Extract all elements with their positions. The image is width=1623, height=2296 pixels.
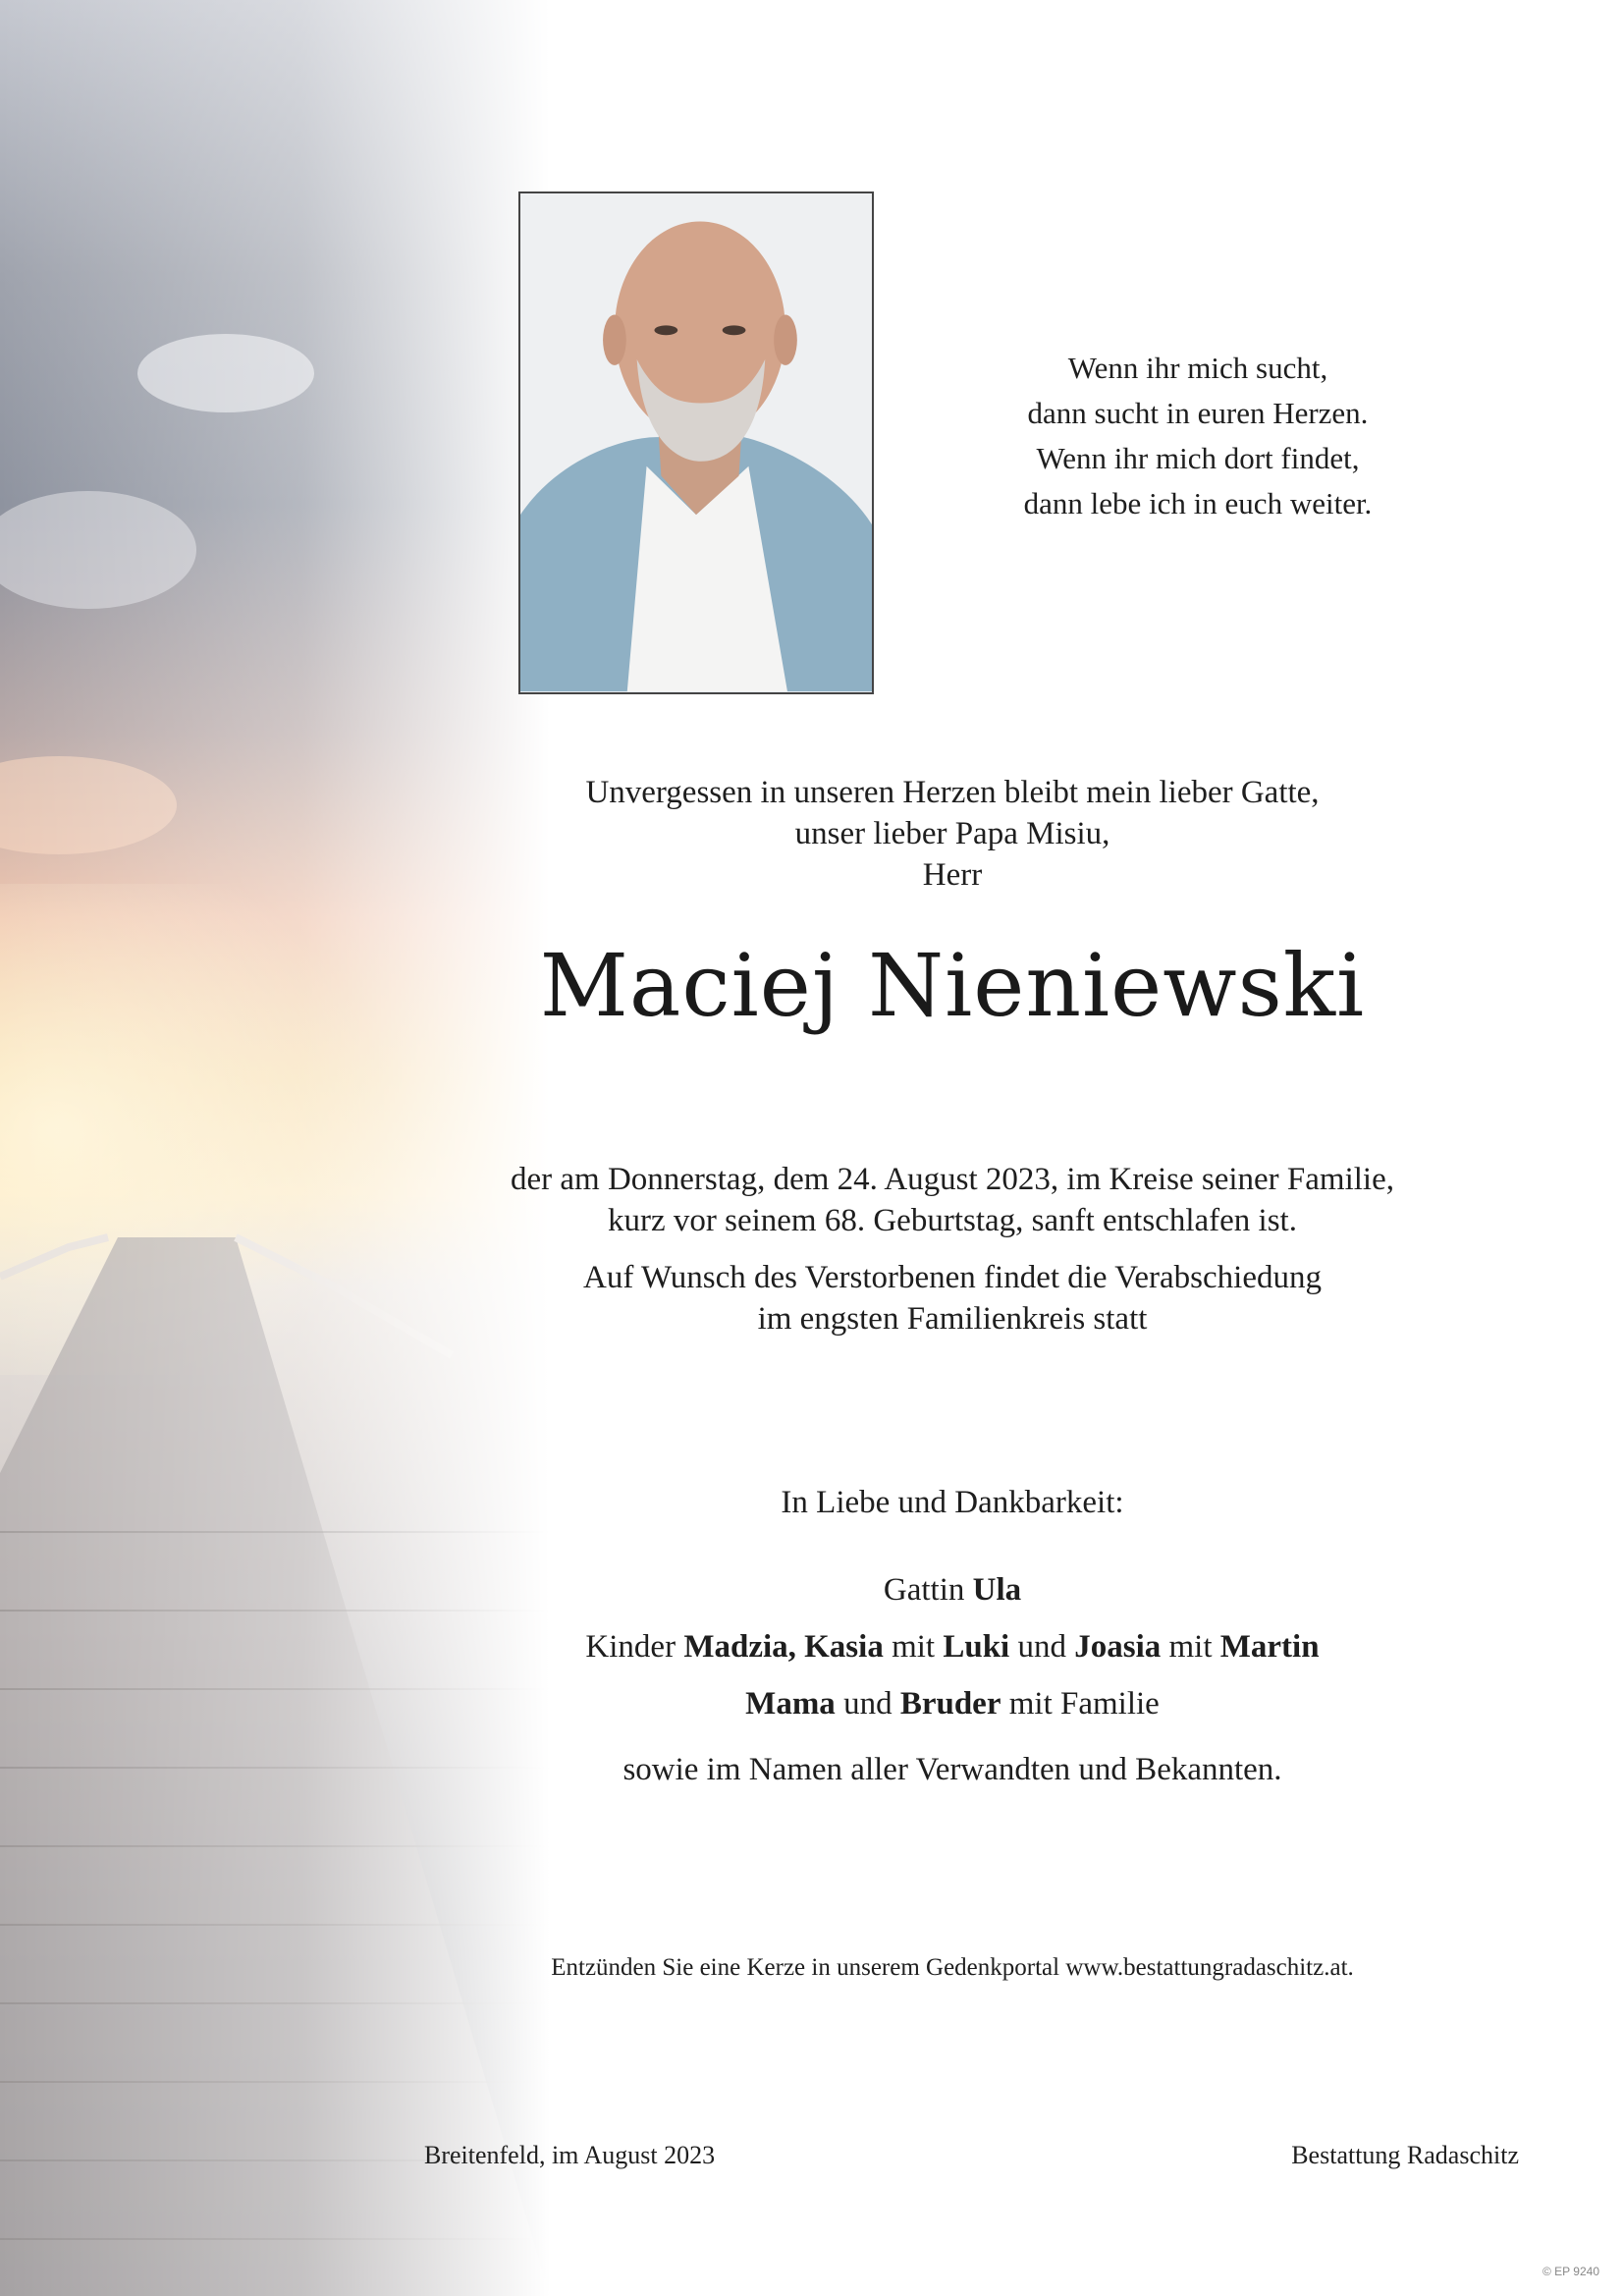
deceased-name: Maciej Nieniewski [539,935,1366,1036]
print-code: © EP 9240 [1542,2265,1599,2278]
intro-text [412,772,1492,896]
child-name: Madzia [683,1629,788,1665]
portrait-illustration [520,193,872,692]
death-notice-line: kurz vor seinem 68. Geburtstag, sanft entschlafen ist. [608,1203,1297,1238]
wife-label: Gattin [883,1572,965,1608]
child-separator: , [787,1629,796,1665]
with-word: mit [1168,1629,1213,1665]
farewell-wish-line: im engsten Familienkreis statt [757,1301,1148,1337]
intro-line: Unvergessen in unseren Herzen bleibt mein lieber Gatte, [585,775,1320,810]
portrait-photo [518,191,874,694]
family-parents-line [412,1675,1492,1732]
poem-line: dann lebe ich in euch weiter. [1023,486,1373,520]
death-notice [412,1159,1492,1241]
with-word: mit [892,1629,936,1665]
family-wife-line [412,1561,1492,1618]
farewell-wish [412,1257,1492,1339]
poem-line: Wenn ihr mich dort findet, [1036,441,1360,475]
family-list [412,1561,1492,1732]
place-date: Breitenfeld, im August 2023 [424,2141,716,2169]
poem [943,346,1453,526]
and-word: und [843,1686,893,1722]
farewell-wish-line: Auf Wunsch des Verstorbenen findet die Verabschiedung [583,1260,1322,1295]
partner-name: Martin [1219,1629,1320,1665]
partner-name: Luki [943,1629,1010,1665]
child-name: Kasia [804,1629,884,1665]
intro-line: Herr [922,857,983,893]
thanks-heading: In Liebe und Dankbarkeit: [781,1485,1124,1520]
and-word: und [1017,1629,1066,1665]
child-name: Joasia [1074,1629,1162,1665]
memorial-portal-line: Entzünden Sie eine Kerze in unserem Gedenkportal www.bestattungradaschitz.at. [551,1954,1354,1981]
family-children-line [412,1618,1492,1675]
undertaker-name: Bestattung Radaschitz [1291,2141,1519,2169]
background-pier-image [0,0,550,2296]
death-notice-line: der am Donnerstag, dem 24. August 2023, im Kreise seiner Familie, [511,1162,1394,1197]
pier-illustration [0,0,550,2296]
wife-name: Ula [972,1572,1022,1608]
children-label: Kinder [585,1629,676,1665]
brother-label: Bruder [899,1686,1001,1722]
intro-line: unser lieber Papa Misiu, [794,816,1110,851]
poem-line: dann sucht in euren Herzen. [1027,396,1369,430]
relatives-line: sowie im Namen aller Verwandten und Bekannten. [622,1752,1282,1787]
poem-line: Wenn ihr mich sucht, [1067,351,1328,385]
with-family-text: mit Familie [1008,1686,1160,1722]
mother-label: Mama [745,1686,836,1722]
